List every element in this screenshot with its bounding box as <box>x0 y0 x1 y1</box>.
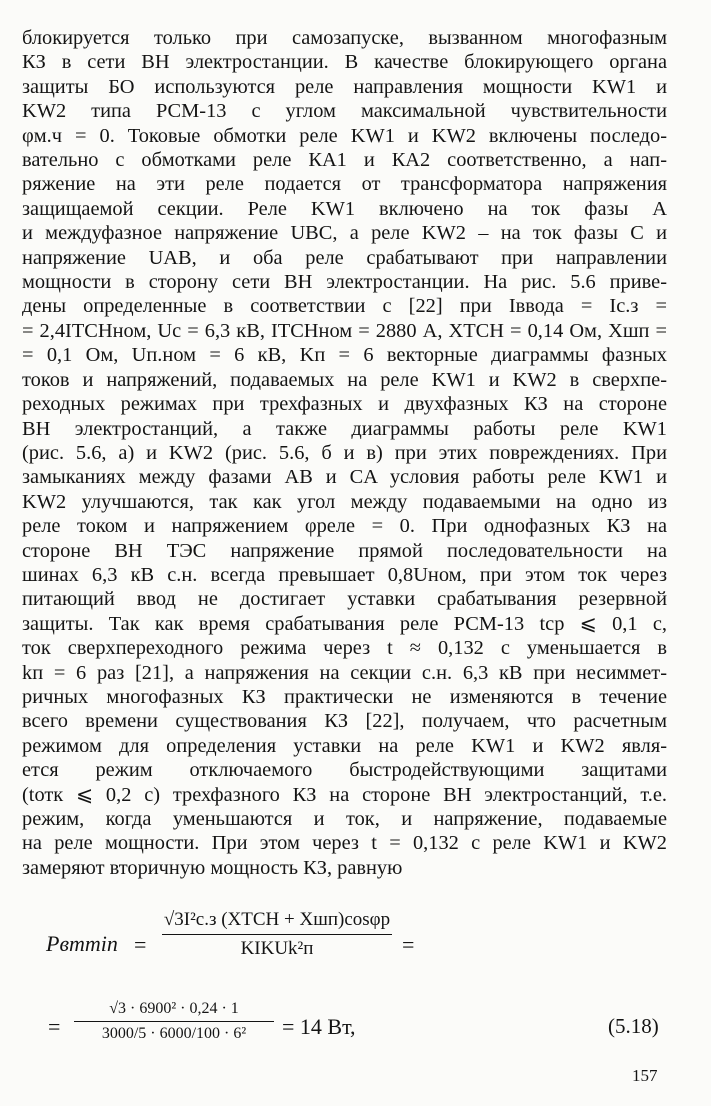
formula-numerator: √3I²с.з (XТСН + Xшп)cosφр <box>163 909 391 930</box>
text-line: kп = 6 раз [21], а напряжения на секции с.н. 6,3 кВ при несиммет- <box>22 661 667 684</box>
text-line: реходных режимах при трехфазных и двухфазных КЗ на стороне <box>22 393 667 416</box>
text-line: ток сверхпереходного режима через t ≈ 0,132 с уменьшается в <box>22 637 667 660</box>
text-line: блокируется только при самозапуске, вызванном многофазным <box>22 27 667 49</box>
text-line: мощности в сторону сети ВН электростанции. На рис. 5.6 приве- <box>22 271 667 294</box>
formula-trailing-equals: = <box>402 932 415 957</box>
text-line: на реле мощности. При этом через t = 0,132 с реле KW1 и KW2 <box>22 832 667 855</box>
formula-fraction <box>74 1000 274 1043</box>
text-line: защиты БО используются реле направления мощности KW1 и <box>22 75 667 98</box>
text-line: вательно с обмотками реле КА1 и КА2 соответственно, а нап- <box>22 149 667 172</box>
text-line: φм.ч = 0. Токовые обмотки реле KW1 и KW2 включены последо- <box>22 124 667 147</box>
text-line: (рис. 5.6, а) и KW2 (рис. 5.6, б и в) при этих повреждениях. При <box>22 441 667 464</box>
text-line: дены определенные в соответствии с [22] при Iввода = Iс.з = <box>22 295 667 318</box>
text-line: и междуфазное напряжение UBC, а реле KW2 – на ток фазы С и <box>22 222 667 245</box>
text-line: токов и напряжений, подаваемых на реле KW1 и KW2 в сверхпе- <box>22 368 667 391</box>
text-line: шинах 6,3 кВ с.н. всегда превышает 0,8Uном, при этом ток через <box>22 563 667 586</box>
formula-numeric <box>22 1000 682 1060</box>
text-line: защищаемой секции. Реле KW1 включено на ток фазы A <box>22 197 667 220</box>
text-line: реле током и напряжением φреле = 0. При однофазных КЗ на <box>22 515 667 538</box>
formula-numerator: √3 · 6900² · 0,24 · 1 <box>109 1000 239 1017</box>
text-line: напряжение UAB, и оба реле срабатывают при направлении <box>22 246 667 269</box>
text-line: ВН электростанций, а также диаграммы работы реле KW1 <box>22 417 667 440</box>
text-line: стороне ВН ТЭС напряжение прямой последовательности на <box>22 539 667 562</box>
text-line: = 2,4IТСНном, Uс = 6,3 кВ, IТСНном = 2880 А, XТСН = 0,14 Ом, Xшп = <box>22 319 667 342</box>
text-line: КЗ в сети ВН электростанции. В качестве блокирующего органа <box>22 51 667 74</box>
equation-number: (5.18) <box>608 1014 659 1038</box>
formula-lead-equals: = <box>48 1014 61 1039</box>
text-line: режимом для определения уставки на реле KW1 и KW2 явля- <box>22 734 667 757</box>
formula-denominator: KIKUk²п <box>240 938 314 959</box>
text-line: всего времени существования КЗ [22], получаем, что расчетным <box>22 710 667 733</box>
text-line: защиты. Так как время срабатывания реле РСМ-13 tср ⩽ 0,1 с, <box>22 612 667 635</box>
text-line: KW2 типа РСМ-13 с углом максимальной чувствительности <box>22 100 667 123</box>
text-line: замыканиях между фазами AB и CA условия работы реле KW1 и <box>22 466 667 489</box>
text-line: ричных многофазных КЗ практически не изменяются в течение <box>22 685 667 708</box>
text-line: (tотк ⩽ 0,2 с) трехфазного КЗ на стороне ВН электростанций, т.е. <box>22 783 667 806</box>
formula-lhs: Pвтmin <box>46 931 118 956</box>
page-number: 157 <box>632 1066 658 1085</box>
text-line: режим, когда уменьшаются и ток, и напряжение, подаваемые <box>22 808 667 830</box>
text-line: ряжение на эти реле подается от трансформатора напряжения <box>22 173 667 196</box>
formula-equals: = <box>134 932 147 957</box>
formula-result: = 14 Вт, <box>282 1014 356 1039</box>
formula-fraction <box>162 909 392 960</box>
text-line: питающий ввод не достигает уставки срабатывания резервной <box>22 588 667 611</box>
text-line: KW2 улучшаются, так как угол между подаваемыми на одно из <box>22 490 667 513</box>
text-line: замеряют вторичную мощность КЗ, равную <box>22 856 403 879</box>
formula-denominator: 3000/5 · 6000/100 · 6² <box>101 1025 247 1042</box>
formula-power-min <box>22 905 682 985</box>
fraction-bar <box>74 1021 274 1022</box>
text-line: = 0,1 Ом, Uп.ном = 6 кВ, Kп = 6 векторные диаграммы фазных <box>22 344 667 367</box>
fraction-bar <box>162 934 392 935</box>
body-text <box>22 26 667 880</box>
text-line: ется режим отключаемого быстродействующими защитами <box>22 759 667 782</box>
